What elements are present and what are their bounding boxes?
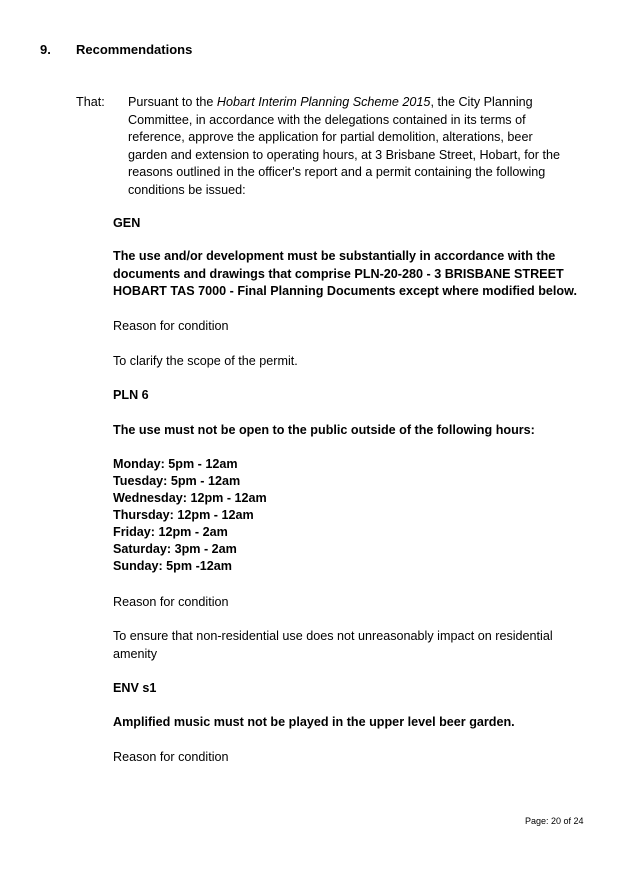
planning-scheme-name: Hobart Interim Planning Scheme 2015 (216, 95, 431, 109)
intro-text-start: Pursuant to the (128, 95, 217, 109)
resolution-intro (128, 94, 568, 199)
condition-gen-reason-heading: Reason for condition (113, 319, 229, 333)
condition-pln6-reason: To ensure that non-residential use does not unreasonably impact on residential amenity (113, 629, 553, 661)
condition-envs1-text: Amplified music must not be played in the upper level beer garden. (113, 715, 515, 729)
hours-tuesday: Tuesday: 5pm - 12am (113, 474, 241, 488)
condition-gen-code: GEN (113, 216, 141, 230)
condition-gen-text: The use and/or development must be substantially in accordance with the documents and drawings that comprise PLN-20-280 - 3 BRISBANE STREET HOBART TAS 7000 - Final Planning Documents except where modified below. (113, 249, 577, 298)
hours-monday: Monday: 5pm - 12am (113, 457, 238, 471)
section-title: Recommendations (76, 42, 193, 57)
operating-hours-list (113, 456, 267, 575)
condition-pln6-code: PLN 6 (113, 388, 149, 402)
page-number: Page: 20 of 24 (525, 816, 584, 826)
hours-thursday: Thursday: 12pm - 12am (113, 508, 254, 522)
condition-pln6-reason-heading: Reason for condition (113, 595, 229, 609)
hours-saturday: Saturday: 3pm - 2am (113, 542, 237, 556)
hours-sunday: Sunday: 5pm -12am (113, 559, 232, 573)
hours-friday: Friday: 12pm - 2am (113, 525, 228, 539)
hours-wednesday: Wednesday: 12pm - 12am (113, 491, 267, 505)
condition-pln6-text: The use must not be open to the public outside of the following hours: (113, 423, 535, 437)
intro-text-end: , the City Planning Committee, in accordance with the delegations contained in its terms of reference, approve the application for partial demolition, alterations, beer garden and extension to operating hours, at 3 Brisbane Street, Hobart, for the reasons outlined in the officer's report and a permit containing the following conditions be issued: (128, 95, 560, 197)
condition-gen-reason: To clarify the scope of the permit. (113, 354, 298, 368)
section-number: 9. (40, 42, 51, 57)
condition-envs1-code: ENV s1 (113, 681, 157, 695)
resolution-label: That: (76, 95, 105, 109)
condition-envs1-reason-heading: Reason for condition (113, 750, 229, 764)
